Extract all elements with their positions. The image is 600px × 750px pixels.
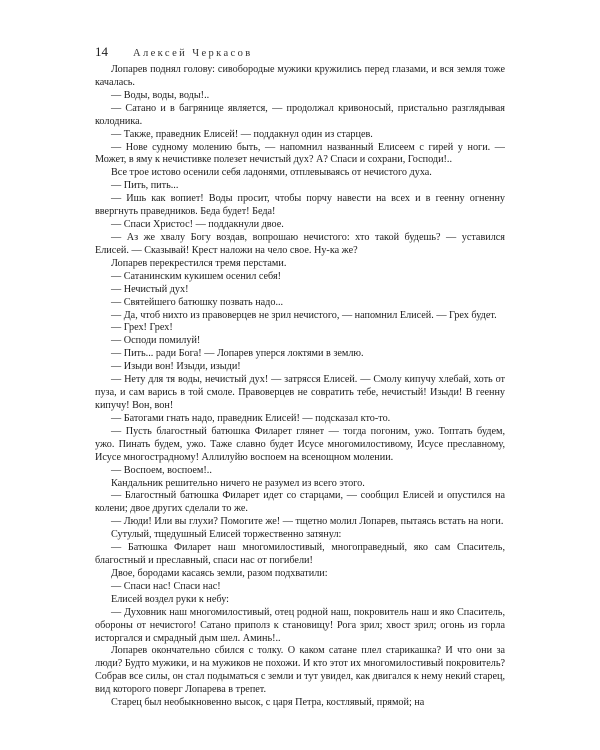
paragraph: Двое, бородами касаясь земли, разом подхватили: (111, 567, 328, 579)
paragraph: — Изыди вон! Изыди, изыди! (111, 361, 241, 373)
paragraph: — Люди! Или вы глухи? Помогите же! — тщетно молил Лопарев, пытаясь встать на ноги. (111, 516, 504, 528)
paragraph: — Нечистый дух! (111, 283, 189, 295)
running-header (95, 44, 253, 60)
paragraph: Лопарев перекрестился тремя перстами. (111, 257, 287, 269)
paragraph: — Святейшего батюшку позвать надо... (111, 296, 284, 308)
page-number: 14 (95, 44, 108, 59)
paragraph: — Батогами гнать надо, праведник Елисей! — подсказал кто-то. (111, 412, 391, 424)
paragraph: — Батюшка Филарет наш многомилостивый, многоправедный, яко сам Спаситель, благостный и преславный, спаси нас от погибели! (95, 542, 505, 567)
paragraph: — Спаси нас! Спаси нас! (111, 580, 221, 592)
paragraph: — Спаси Христос! — поддакнули двое. (111, 219, 284, 231)
paragraph: — Пить, пить... (111, 180, 179, 192)
paragraph: — Сатано и в багрянице является, — продолжал кривоносый, пристально разглядывая колодника. (95, 102, 505, 127)
paragraph: — Грех! Грех! (111, 322, 173, 334)
paragraph: — Аз же хвалу Богу воздав, вопрошаю нечистого: хто такой будешь? — уставился Елисей. — Сказывай! Крест наложи на чело свое. Ну-ка же? (95, 231, 505, 256)
page-body (95, 64, 505, 710)
paragraph: — Духовник наш многомилостивый, отец родной наш, покровитель наш и яко Спаситель, обороны от нечистого! Сатано приполз к становищу! Рога зрил; хвост зрил; огонь из горла исторгался и смрадный дым шел. Аминь!.. (95, 606, 505, 644)
paragraph: — Воспоем, воспоем!.. (111, 464, 212, 476)
paragraph: — Ишь как вопиет! Воды просит, чтобы порчу навести на всех и в геенну огненну ввергнуть праведников. Беда будет! Беда! (95, 193, 505, 218)
paragraph: Лопарев поднял голову: сивобородые мужики кружились перед глазами, и вся земля тоже качалась. (95, 64, 505, 88)
paragraph: — Воды, воды, воды!.. (111, 89, 210, 101)
paragraph: Елисей воздел руки к небу: (111, 593, 229, 605)
paragraph: Все трое истово осенили себя ладонями, отплевываясь от нечистого духа. (111, 167, 432, 179)
author-name: Алексей Черкасов (133, 48, 253, 59)
paragraph: — Пусть благостный батюшка Филарет глянет — тогда погоним, ужо. Топтать будем, ужо. Пинать будем, ужо. Таже славно будет Исусе многомилостивому, Исусе преславному, Исусе многострадному! Аллилуйю воспоем на всенощном молении. (95, 425, 505, 463)
paragraph: Лопарев окончательно сбился с толку. О каком сатане плел старикашка? И что они за люди? Будто мужики, и на мужиков не похожи. И кто этот их многомилостивый покровитель? Собрав все силы, он стал подыматься с земли и тут увидел, как двигался к нему некий старец, вид которого поверг Лопарева в трепет. (95, 645, 505, 696)
paragraph: — Также, праведник Елисей! — поддакнул один из старцев. (111, 128, 373, 140)
paragraph: — Да, чтоб нихто из правоверцев не зрил нечистого, — напомнил Елисей. — Грех будет. (111, 309, 497, 321)
paragraph: Старец был необыкновенно высок, с царя Петра, костлявый, прямой; на (111, 697, 425, 709)
paragraph: — Пить... ради Бога! — Лопарев уперся локтями в землю. (111, 348, 364, 360)
paragraph: Сутулый, тщедушный Елисей торжественно затянул: (111, 529, 342, 541)
paragraph: — Благостный батюшка Филарет идет со старцами, — сообщил Елисей и опустился на колени; двое других сделали то же. (95, 490, 505, 515)
paragraph: — Нове судному молению быть, — напомнил названный Елисеем с гирей у ноги. — Может, в яму к нечистивке полезет нечистый дух? А? Спаси и сохрани, Господи!.. (95, 141, 505, 166)
paragraph: — Осподи помилуй! (111, 335, 201, 347)
paragraph: — Сатанинским кукишем осенил себя! (111, 270, 282, 282)
paragraph: — Нету для тя воды, нечистый дух! — затрясся Елисей. — Смолу кипучу хлебай, хоть от пуза, и сам варись в той смоле. Правоверцев не совратить тебе, нечистый! Изыди! В геенну кипучу! Вон, вон! (95, 374, 505, 411)
paragraph: Кандальник решительно ничего не разумел из всего этого. (111, 477, 365, 489)
